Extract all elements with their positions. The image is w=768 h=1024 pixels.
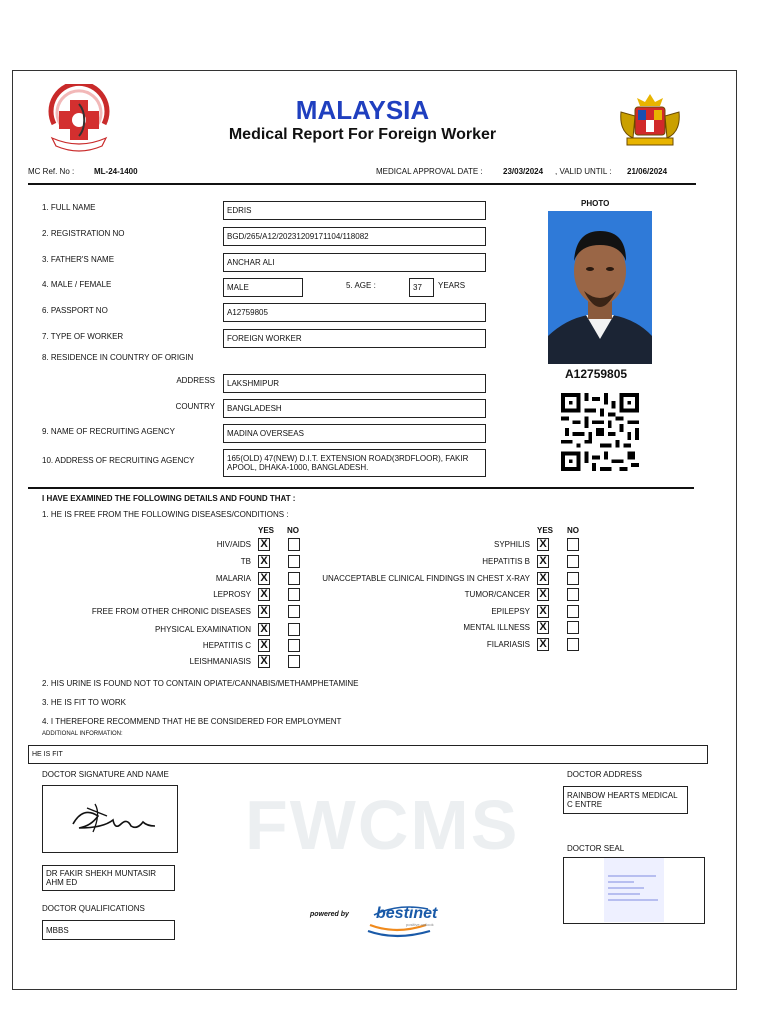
yes-checkbox[interactable]: X xyxy=(258,639,270,652)
age-field: 37 xyxy=(409,278,434,297)
doctor-seal xyxy=(563,857,705,924)
worker-type-label: 7. TYPE OF WORKER xyxy=(42,332,124,341)
registration-label: 2. REGISTRATION NO xyxy=(42,229,125,238)
condition-label: LEISHMANIASIS xyxy=(189,657,251,666)
condition-label: FREE FROM OTHER CHRONIC DISEASES xyxy=(91,607,251,616)
no-header-right: NO xyxy=(567,526,579,535)
no-checkbox[interactable] xyxy=(567,638,579,651)
yes-checkbox[interactable]: X xyxy=(258,588,270,601)
yes-checkbox[interactable]: X xyxy=(537,588,549,601)
registration-field: BGD/265/A12/20231209171104/118082 xyxy=(223,227,486,246)
doctor-signature xyxy=(42,785,178,853)
full-name-label: 1. FULL NAME xyxy=(42,203,96,212)
mc-ref-value: ML-24-1400 xyxy=(94,167,138,176)
condition-label: EPILEPSY xyxy=(491,607,530,616)
yes-checkbox[interactable]: X xyxy=(258,623,270,636)
agency-label: 9. NAME OF RECRUITING AGENCY xyxy=(42,427,175,436)
doctor-address-field: RAINBOW HEARTS MEDICAL C ENTRE xyxy=(563,786,688,814)
no-checkbox[interactable] xyxy=(288,572,300,585)
powered-by-label: powered by xyxy=(310,911,349,918)
yes-checkbox[interactable]: X xyxy=(258,605,270,618)
worker-type-field: FOREIGN WORKER xyxy=(223,329,486,348)
condition-label: SYPHILIS xyxy=(493,540,530,549)
additional-info-label: ADDITIONAL INFORMATION: xyxy=(42,731,123,737)
yes-checkbox[interactable]: X xyxy=(258,555,270,568)
fit-statement: 3. HE IS FIT TO WORK xyxy=(42,698,127,707)
no-checkbox[interactable] xyxy=(567,588,579,601)
mc-ref-label: MC Ref. No : xyxy=(28,167,75,176)
condition-label: HEPATITIS C xyxy=(202,641,251,650)
father-name-field: ANCHAR ALI xyxy=(223,253,486,272)
no-checkbox[interactable] xyxy=(567,572,579,585)
address-label: ADDRESS xyxy=(176,376,215,385)
father-name-label: 3. FATHER'S NAME xyxy=(42,255,115,264)
report-title: Medical Report For Foreign Worker xyxy=(228,126,497,143)
age-unit: YEARS xyxy=(438,281,466,290)
condition-label: TB xyxy=(240,557,251,566)
urine-statement: 2. HIS URINE IS FOUND NOT TO CONTAIN OPIATE/CANNABIS/METHAMPHETAMINE xyxy=(42,679,359,688)
doctor-name-field: DR FAKIR SHEKH MUNTASIR AHM ED xyxy=(42,865,175,891)
condition-label: MALARIA xyxy=(215,574,251,583)
agency-address-label: 10. ADDRESS OF RECRUITING AGENCY xyxy=(42,456,195,465)
no-checkbox[interactable] xyxy=(567,605,579,618)
yes-checkbox[interactable]: X xyxy=(537,572,549,585)
no-checkbox[interactable] xyxy=(288,588,300,601)
sex-label: 4. MALE / FEMALE xyxy=(42,280,112,289)
clinic-logo xyxy=(40,84,118,154)
age-label: 5. AGE : xyxy=(346,281,376,290)
sex-field: MALE xyxy=(223,278,303,297)
bestinet-logo xyxy=(366,895,461,940)
yes-checkbox[interactable]: X xyxy=(537,621,549,634)
agency-address-field: 165(OLD) 47(NEW) D.I.T. EXTENSION ROAD(3RDFLOOR), FAKIR APOOL, DHAKA-1000, BANGLADESH. xyxy=(223,449,486,477)
brand-name: bestinet xyxy=(376,905,438,922)
worker-photo xyxy=(548,211,652,364)
no-checkbox[interactable] xyxy=(288,623,300,636)
section-divider xyxy=(28,487,694,489)
no-checkbox[interactable] xyxy=(288,605,300,618)
condition-label: TUMOR/CANCER xyxy=(464,590,530,599)
country-field: BANGLADESH xyxy=(223,399,486,418)
no-checkbox[interactable] xyxy=(288,555,300,568)
condition-label: HIV/AIDS xyxy=(216,540,251,549)
yes-checkbox[interactable]: X xyxy=(258,538,270,551)
photo-label: PHOTO xyxy=(581,199,610,208)
country-title: MALAYSIA xyxy=(295,95,430,125)
recommend-statement: 4. I THEREFORE RECOMMEND THAT HE BE CONSIDERED FOR EMPLOYMENT xyxy=(42,717,342,726)
no-checkbox[interactable] xyxy=(288,538,300,551)
condition-label: UNACCEPTABLE CLINICAL FINDINGS IN CHEST X-RAY xyxy=(322,574,530,583)
yes-checkbox[interactable]: X xyxy=(258,572,270,585)
yes-checkbox[interactable]: X xyxy=(537,538,549,551)
condition-label: HEPATITIS B xyxy=(482,557,530,566)
doctor-seal-label: DOCTOR SEAL xyxy=(567,844,625,853)
condition-label: PHYSICAL EXAMINATION xyxy=(154,625,251,634)
full-name-field: EDRIS xyxy=(223,201,486,220)
condition-label: MENTAL ILLNESS xyxy=(463,623,530,632)
valid-until-value: 21/06/2024 xyxy=(627,167,668,176)
yes-header-left: YES xyxy=(258,526,275,535)
condition-label: FILARIASIS xyxy=(486,640,530,649)
doctor-address-label: DOCTOR ADDRESS xyxy=(567,770,642,779)
no-checkbox[interactable] xyxy=(567,555,579,568)
approval-date-value: 23/03/2024 xyxy=(503,167,544,176)
free-from-heading: 1. HE IS FREE FROM THE FOLLOWING DISEASES/CONDITIONS : xyxy=(42,510,289,519)
condition-label: LEPROSY xyxy=(213,590,251,599)
valid-until-label: , VALID UNTIL : xyxy=(555,167,612,176)
yes-checkbox[interactable]: X xyxy=(258,655,270,668)
doctor-qualifications-field: MBBS xyxy=(42,920,175,940)
country-label: COUNTRY xyxy=(175,402,215,411)
doctor-signature-label: DOCTOR SIGNATURE AND NAME xyxy=(42,770,169,779)
agency-field: MADINA OVERSEAS xyxy=(223,424,486,443)
no-checkbox[interactable] xyxy=(567,538,579,551)
passport-field: A12759805 xyxy=(223,303,486,322)
header-divider xyxy=(28,183,696,185)
doctor-qualifications-label: DOCTOR QUALIFICATIONS xyxy=(42,904,145,913)
residence-label: 8. RESIDENCE IN COUNTRY OF ORIGIN xyxy=(42,353,194,362)
no-header-left: NO xyxy=(287,526,299,535)
yes-checkbox[interactable]: X xyxy=(537,555,549,568)
yes-checkbox[interactable]: X xyxy=(537,605,549,618)
malaysia-coat-of-arms-icon xyxy=(615,92,685,150)
no-checkbox[interactable] xyxy=(288,655,300,668)
no-checkbox[interactable] xyxy=(288,639,300,652)
exam-heading: I HAVE EXAMINED THE FOLLOWING DETAILS AND FOUND THAT : xyxy=(42,494,296,503)
no-checkbox[interactable] xyxy=(567,621,579,634)
additional-info-field: HE IS FIT xyxy=(28,745,708,764)
passport-label: 6. PASSPORT NO xyxy=(42,306,108,315)
photo-caption: A12759805 xyxy=(565,367,628,381)
brand-tagline: positive outlook xyxy=(406,922,434,927)
yes-checkbox[interactable]: X xyxy=(537,638,549,651)
yes-header-right: YES xyxy=(537,526,554,535)
fwcms-watermark: FWCMS xyxy=(245,786,520,864)
qr-code xyxy=(561,392,639,472)
address-field: LAKSHMIPUR xyxy=(223,374,486,393)
approval-date-label: MEDICAL APPROVAL DATE : xyxy=(376,167,483,176)
